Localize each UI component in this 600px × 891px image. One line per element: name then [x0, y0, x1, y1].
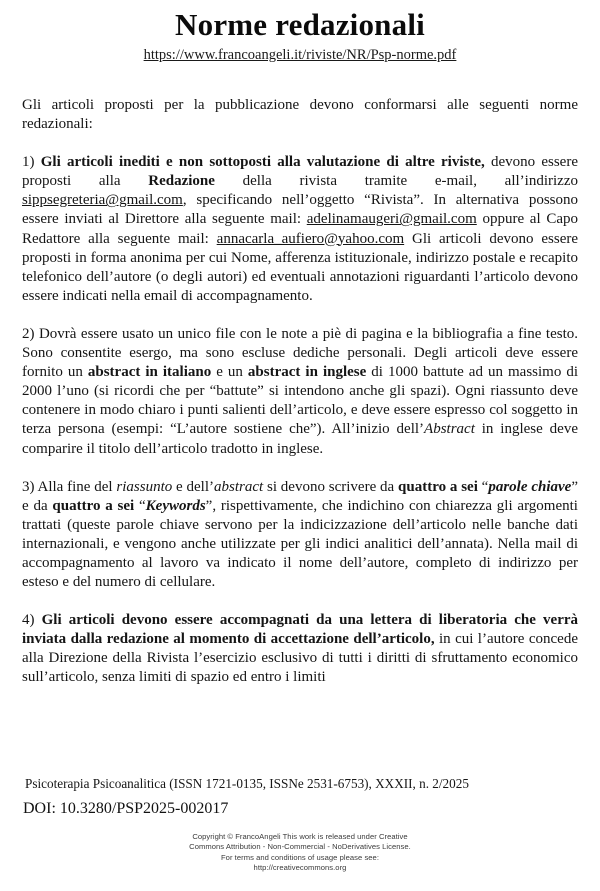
section-3-bolditalic-parole-chiave: parole chiave — [488, 478, 572, 495]
section-2-bold-abstract-inglese: abstract in inglese — [247, 364, 367, 381]
section-4-number: 4) — [22, 612, 35, 629]
email-link-segreteria[interactable]: sippsegreteria@gmail.com — [22, 192, 183, 209]
section-3-bold-quattro-a-sei-1: quattro a sei — [398, 478, 478, 495]
section-3-text-1: Alla fine del — [34, 478, 117, 495]
section-3-text-5: ” e da — [22, 478, 578, 514]
section-paragraph-2 — [22, 325, 578, 459]
section-3-italic-riassunto: riassunto — [116, 478, 173, 495]
section-1-bold-redazione: Redazione — [148, 173, 215, 190]
section-4-heading: Gli articoli devono essere accompagnati da una lettera di liberatoria che verrà inviata dalla redazione al momento di accettazione dell’articolo, — [22, 612, 579, 648]
cc-line-4: http://creativecommons.org — [253, 863, 347, 873]
journal-reference-line: Psicoterapia Psicoanalitica (ISSN 1721-0135, ISSNe 2531-6753), XXXII, n. 2/2025 — [25, 776, 469, 791]
section-paragraph-3 — [22, 478, 578, 593]
section-1-text-3: , specificando nell’oggetto “Rivista”. In alternativa possono essere inviati al Direttore alla seguente mail: — [22, 192, 578, 228]
section-1-number: 1) — [22, 154, 35, 171]
email-link-capo-redattore[interactable]: annacarla_aufiero@yahoo.com — [216, 230, 405, 247]
source-url-link[interactable]: https://www.francoangeli.it/riviste/NR/Psp-norme.pdf — [143, 47, 457, 63]
page-title: Norme redazionali — [175, 7, 425, 42]
section-3-text-4: “ — [477, 478, 489, 495]
section-1-text-1: devono essere proposti alla — [22, 154, 578, 190]
section-4-text-1: in cui l’autore concede alla Direzione della Rivista l’esercizio esclusivo di tutti i diritti di sfruttamento economico sull’articolo, senza limiti di spazio ed entro i limiti — [22, 631, 578, 686]
section-3-number: 3) — [22, 478, 35, 495]
section-2-text-4: in inglese deve comparire il titolo dell’articolo tradotto in inglese. — [22, 421, 578, 457]
section-paragraph-4 — [22, 611, 578, 687]
creative-commons-notice — [0, 832, 600, 874]
section-paragraph-1 — [22, 153, 578, 306]
cc-line-3: For terms and conditions of usage please see: — [220, 852, 379, 862]
section-1-text-4: oppure al Capo Redattore alla seguente mail: — [22, 211, 578, 247]
section-2-bold-abstract-italiano: abstract in italiano — [87, 364, 212, 381]
section-3-text-2: e dell’ — [172, 478, 215, 495]
section-3-bold-quattro-a-sei-2: quattro a sei — [52, 497, 135, 514]
doi-line: DOI: 10.3280/PSP2025-002017 — [23, 800, 229, 817]
section-2-number: 2) — [22, 325, 35, 342]
document-body — [22, 96, 578, 688]
cc-line-1: Copyright © FrancoAngeli This work is released under Creative — [192, 832, 408, 841]
section-3-text-3: si devono scrivere da — [263, 478, 399, 495]
section-2-text-2: e un — [211, 364, 248, 381]
section-1-text-5: Gli articoli devono essere proposti in forma anonima per cui Nome, afferenza istituzionale, indirizzo postale e recapito telefonico dell’autore (o degli autori) ed eventuali annotazioni riguardanti l’articolo devono essere indicati nella email di accompagnamento. — [22, 230, 579, 304]
section-2-italic-abstract: Abstract — [424, 421, 475, 438]
section-3-bolditalic-keywords: Keywords — [145, 497, 206, 514]
section-2-text-3: di 1000 battute ad un massimo di 2000 l’uno (si ricordi che per “battute” si intendono anche gli spazi). Ogni riassunto deve contenere in modo chiaro i punti salienti dell’articolo, e deve essere espresso col soggetto in terza persona (esempi: “L’autore sostiene che”). All’inizio dell’ — [22, 364, 579, 438]
intro-paragraph: Gli articoli proposti per la pubblicazione devono conformarsi alle seguenti norme redazionali: — [22, 97, 578, 133]
section-1-heading: Gli articoli inediti e non sottoposti alla valutazione di altre riviste, — [40, 154, 485, 171]
section-2-text-1: Dovrà essere usato un unico file con le note a piè di pagina e la bibliografia a fine testo. Sono consentite esergo, ma sono escluse dediche personali. Degli articoli deve essere fornito un — [22, 325, 578, 381]
section-1-text-2: della rivista tramite e-mail, all’indirizzo — [214, 173, 578, 190]
email-link-direttore[interactable]: adelinamaugeri@gmail.com — [306, 211, 477, 228]
cc-line-2: Commons Attribution - Non-Commercial - NoDerivatives License. — [189, 842, 411, 852]
section-3-text-6: “ — [134, 497, 146, 514]
section-3-italic-abstract: abstract — [214, 478, 264, 495]
section-3-text-7: ”, rispettivamente, che indichino con chiarezza gli argomenti trattati (queste parole chiave servono per la indicizzazione dell’articolo nelle banche dati internazionali, e vengono anche utilizzate per gli indici analitici dell’annata). Nella mail di accompagnamento al lavoro va indicato il nome dell’autore, completo di indirizzo per esteso e del numero di cellulare. — [22, 497, 578, 591]
